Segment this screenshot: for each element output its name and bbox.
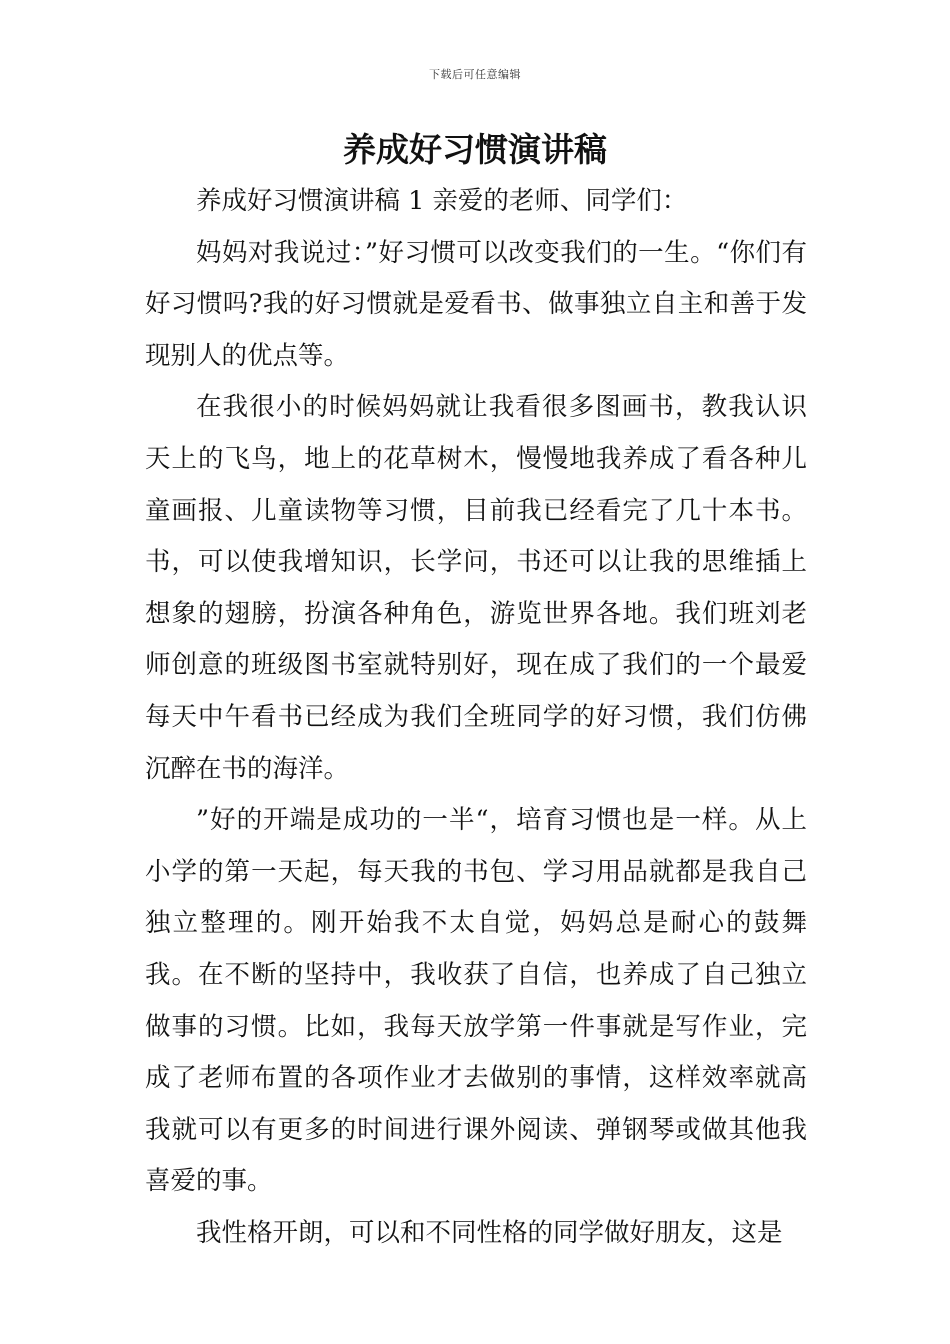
- header-note: 下载后可任意编辑: [429, 68, 521, 81]
- document-body: [145, 176, 807, 1259]
- paragraph-3: ”好的开端是成功的一半“，培育习惯也是一样。从上小学的第一天起，每天我的书包、学习用品就都是我自己独立整理的。刚开始我不太自觉，妈妈总是耐心的鼓舞我。在不断的坚持中，我收获了自信，也养成了自己独立做事的习惯。比如，我每天放学第一件事就是写作业，完成了老师布置的各项作业才去做别的事情，这样效率就高我就可以有更多的时间进行课外阅读、弹钢琴或做其他我喜爱的事。: [145, 805, 807, 1197]
- paragraph-greeting: 养成好习惯演讲稿 1 亲爱的老师、同学们：: [196, 186, 688, 216]
- paragraph-4: 我性格开朗，可以和不同性格的同学做好朋友，这是: [196, 1217, 783, 1248]
- document-title: 养成好习惯演讲稿: [343, 130, 607, 169]
- paragraph-2: 在我很小的时候妈妈就让我看很多图画书，教我认识天上的飞鸟，地上的花草树木，慢慢地我养成了看各种儿童画报、儿童读物等习惯，目前我已经看完了几十本书。书，可以使我增知识，长学问，书还可以让我的思维插上想象的翅膀，扮演各种角色，游览世界各地。我们班刘老师创意的班级图书室就特别好，现在成了我们的一个最爱每天中午看书已经成为我们全班同学的好习惯，我们仿佛沉醉在书的海洋。: [145, 392, 807, 784]
- paragraph-1: 妈妈对我说过：”好习惯可以改变我们的一生。“你们有好习惯吗?我的好习惯就是爱看书、做事独立自主和善于发现别人的优点等。: [145, 237, 807, 371]
